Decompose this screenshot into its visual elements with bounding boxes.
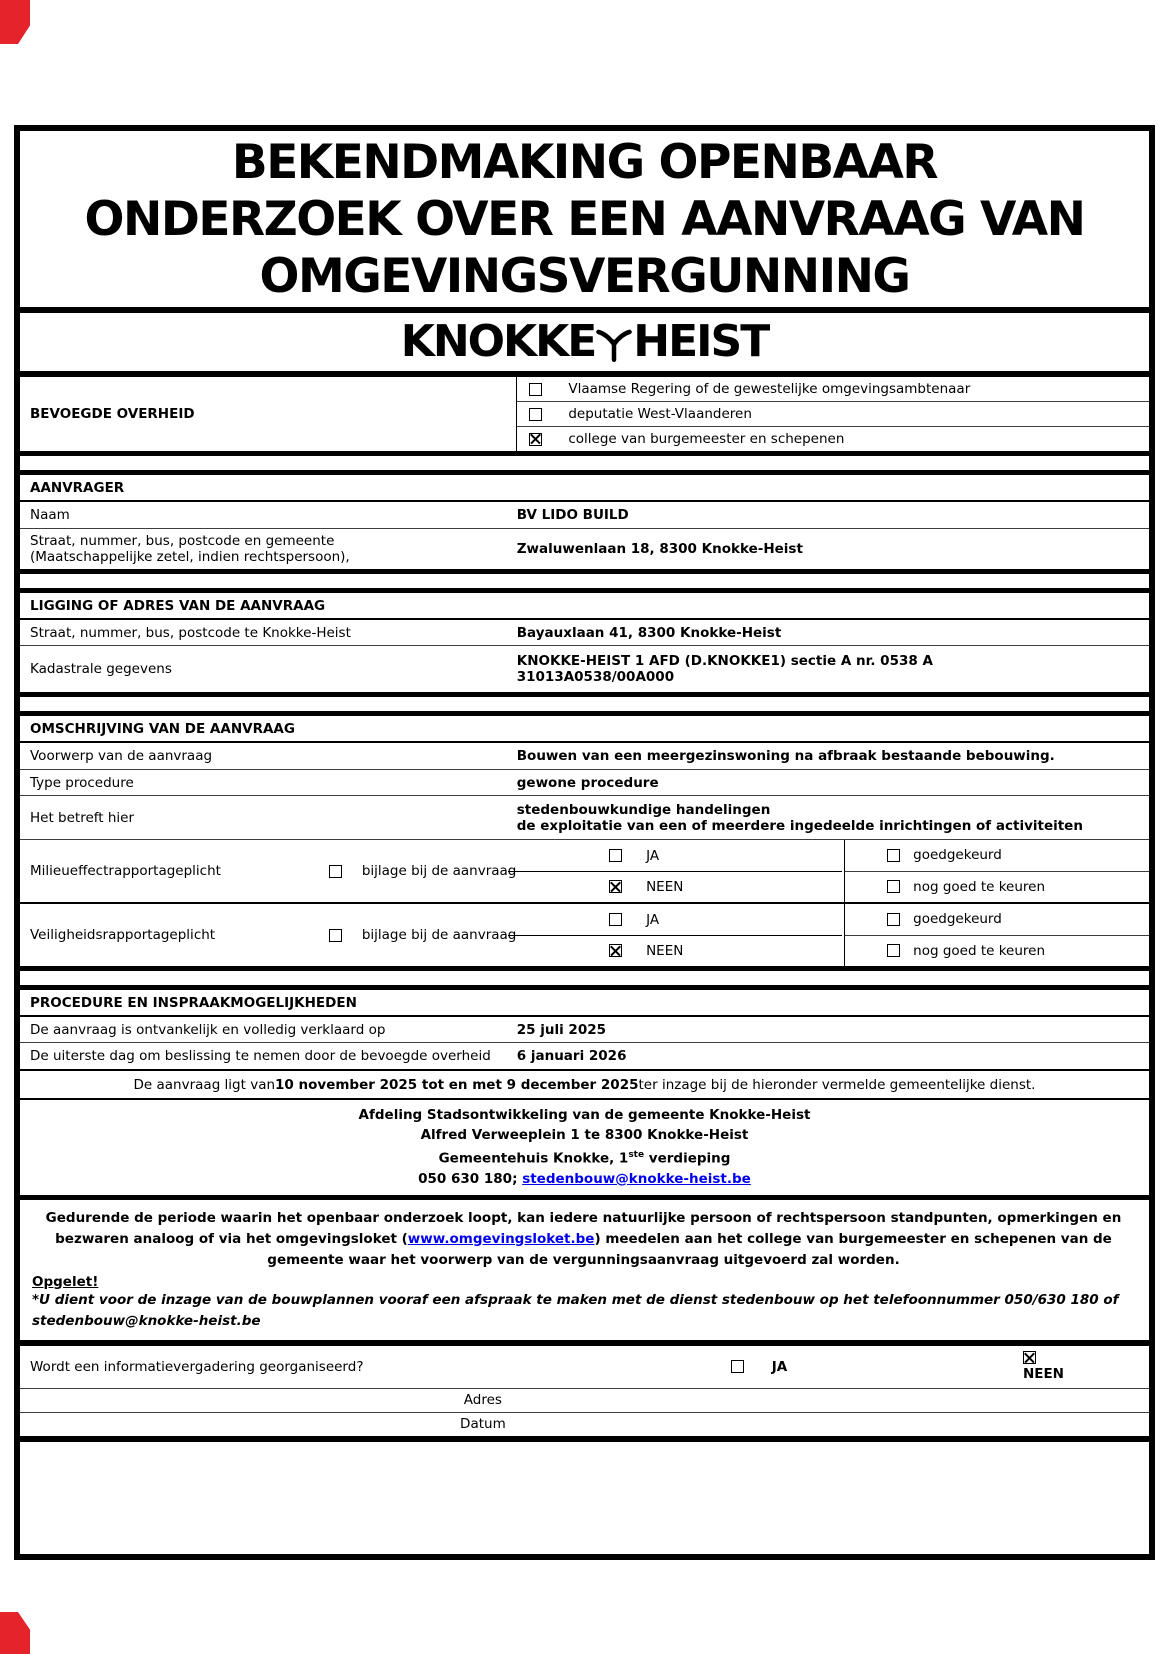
adres-label: Adres — [463, 1392, 502, 1408]
option-row — [517, 426, 1149, 451]
checkbox-infovergadering-ja[interactable] — [731, 1360, 744, 1373]
opgelet-label: Opgelet! — [32, 1273, 99, 1290]
gemeentelijke-dienst-block — [20, 1098, 1149, 1195]
section-ligging — [20, 593, 1149, 692]
dienst-adres: Alfred Verweeplein 1 te 8300 Knokke-Heist — [420, 1127, 749, 1143]
field-label: Naam — [30, 507, 70, 523]
option-label: college van burgemeester en schepenen — [568, 431, 845, 447]
row-type-procedure — [20, 769, 1149, 795]
field-value: KNOKKE-HEIST 1 AFD (D.KNOKKE1) sectie A nr. 0538 A 31013A0538/00A000 — [516, 653, 933, 685]
field-label: Voorwerp van de aanvraag — [30, 748, 213, 764]
checkbox-veiligheid-nog[interactable] — [887, 944, 900, 957]
field-label: Het betreft hier — [30, 809, 135, 826]
field-value: stedenbouwkundige handelingen de exploitatie van een of meerdere ingedeelde inrichtingen of activiteiten — [516, 801, 1083, 834]
field-label: Type procedure — [30, 774, 134, 791]
option-row — [517, 401, 1149, 426]
section-omschrijving — [20, 716, 1149, 966]
field-value: Bayauxlaan 41, 8300 Knokke-Heist — [516, 624, 782, 641]
bezwaren-block — [20, 1195, 1149, 1340]
field-value: Bouwen van een meergezinswoning na afbraak bestaande bebouwing. — [516, 748, 1055, 764]
page-title: BEKENDMAKING OPENBAAR — [231, 134, 938, 190]
section-header-omschrijving: OMSCHRIJVING VAN DE AANVRAAG — [20, 716, 1149, 743]
separator-line — [508, 871, 842, 872]
municipality-logo — [20, 313, 1149, 377]
row-informatievergadering — [20, 1346, 1149, 1388]
checkbox-veiligheid-goedgekeurd[interactable] — [887, 913, 900, 926]
page-title: ONDERZOEK OVER EEN AANVRAAG VAN — [84, 191, 1085, 247]
logo-text-knokke: KNOKKE — [400, 316, 596, 367]
checkbox-deputatie[interactable] — [529, 408, 542, 421]
inzage-periode: 10 november 2025 tot en met 9 december 2025 — [275, 1076, 639, 1093]
option-row — [517, 377, 1149, 401]
row-naam — [20, 502, 1149, 528]
checkbox-veiligheid-ja[interactable] — [609, 913, 622, 926]
ja-cell — [709, 1359, 991, 1375]
nog-goed-label: nog goed te keuren — [913, 942, 1046, 959]
afspraak-note-email: stedenbouw@knokke-heist.be — [32, 1312, 261, 1329]
checkbox-infovergadering-neen[interactable] — [1023, 1351, 1036, 1364]
row-adres — [20, 1388, 1149, 1412]
section-bevoegde-overheid — [20, 377, 1149, 451]
checkbox-milieu-ja[interactable] — [609, 849, 622, 862]
bijlage-label: bijlage bij de aanvraag — [361, 927, 517, 943]
row-veiligheidsrapportageplicht — [20, 902, 1149, 966]
neen-row — [607, 871, 844, 902]
email-link[interactable]: stedenbouw@knokke-heist.be — [522, 1170, 751, 1187]
ja-row — [607, 840, 844, 871]
option-label: deputatie West-Vlaanderen — [568, 406, 752, 422]
field-value: Zwaluwenlaan 18, 8300 Knokke-Heist — [516, 541, 803, 557]
option-label: Vlaamse Regering of de gewestelijke omgevingsambtenaar — [568, 381, 971, 397]
row-datum — [20, 1412, 1149, 1436]
goedgekeurd-label: goedgekeurd — [913, 847, 1002, 864]
keuring-cell — [844, 840, 1149, 902]
seagull-icon — [596, 327, 632, 363]
field-value: 6 januari 2026 — [516, 1048, 627, 1064]
row-adres-aanvrager — [20, 528, 1149, 569]
red-corner-mark-bottom — [0, 1612, 30, 1654]
ja-row — [607, 904, 844, 935]
dienst-verdieping: Gemeentehuis Knokke, 1ste verdieping — [438, 1150, 731, 1167]
checkbox-veiligheid-bijlage[interactable] — [329, 929, 342, 942]
bezwaren-paragraaf: Gedurende de periode waarin het openbaar onderzoek loopt, kan iedere natuurlijke persoon of rechtspersoon standpunten, opmerkingen en bezwaren analoog of via het omgevingsloket (www.omgevingsloket.be) meedelen aan het college van burgemeester en schepenen van de gemeente waar het voorwerp van de vergunningsaanvraag uitgevoerd zal worden. — [45, 1209, 1122, 1268]
neen-label: NEEN — [646, 878, 684, 895]
separator-line — [508, 935, 842, 936]
nog-goed-label: nog goed te keuren — [913, 878, 1046, 895]
goedgekeurd-label: goedgekeurd — [913, 911, 1002, 928]
goedgekeurd-row — [845, 840, 1149, 872]
bevoegde-overheid-options — [516, 377, 1149, 451]
row-straat — [20, 620, 1149, 645]
row-betreft — [20, 795, 1149, 839]
logo-text-heist: HEIST — [633, 316, 769, 367]
page-title: OMGEVINGSVERGUNNING — [259, 248, 910, 304]
row-kadaster — [20, 645, 1149, 692]
neen-cell — [991, 1351, 1149, 1382]
neen-row — [607, 935, 844, 966]
section-divider — [20, 966, 1149, 990]
datum-label: Datum — [460, 1416, 506, 1432]
neen-label: NEEN — [1022, 1366, 1064, 1382]
row-milieueffectrapportageplicht — [20, 839, 1149, 902]
afspraak-note: *U dient voor de inzage van de bouwplannen vooraf een afspraak te maken met de dienst stedenbouw op het telefoonnummer 050/630 180 of — [32, 1291, 1119, 1308]
field-label: Straat, nummer, bus, postcode te Knokke-Heist — [30, 624, 351, 641]
row-uiterste-dag — [20, 1042, 1149, 1069]
section-divider — [20, 451, 1149, 475]
row-voorwerp — [20, 743, 1149, 769]
ja-label: JA — [646, 911, 660, 928]
nog-goed-te-keuren-row — [845, 936, 1149, 967]
title-box — [20, 131, 1149, 313]
field-value: BV LIDO BUILD — [516, 507, 629, 523]
form-frame — [14, 125, 1155, 1560]
nog-goed-te-keuren-row — [845, 872, 1149, 903]
omgevingsloket-link[interactable]: www.omgevingsloket.be — [407, 1230, 595, 1247]
field-label: Kadastrale gegevens — [30, 661, 172, 677]
ja-label: JA — [646, 847, 660, 864]
bijlage-label: bijlage bij de aanvraag — [361, 863, 517, 879]
row-ter-inzage: De aanvraag ligt van 10 november 2025 tot en met 9 december 2025 ter inzage bij de hieronder vermelde gemeentelijke dienst. — [20, 1069, 1149, 1098]
checkbox-milieu-bijlage[interactable] — [329, 865, 342, 878]
field-label: Milieueffectrapportageplicht — [30, 863, 221, 879]
section-header-aanvrager: AANVRAGER — [20, 475, 1149, 502]
keuring-cell — [844, 904, 1149, 966]
checkbox-milieu-nog[interactable] — [887, 880, 900, 893]
dienst-contact: 050 630 180; stedenbouw@knokke-heist.be — [418, 1170, 751, 1187]
section-informatievergadering — [20, 1340, 1149, 1436]
section-header-procedure: PROCEDURE EN INSPRAAKMOGELIJKHEDEN — [20, 990, 1149, 1017]
section-divider — [20, 569, 1149, 593]
field-value: 25 juli 2025 — [516, 1021, 607, 1038]
bevoegde-overheid-label: BEVOEGDE OVERHEID — [30, 406, 195, 422]
field-label: De aanvraag is ontvankelijk en volledig verklaard op — [30, 1021, 386, 1038]
section-header-ligging: LIGGING OF ADRES VAN DE AANVRAAG — [20, 593, 1149, 620]
dienst-naam: Afdeling Stadsontwikkeling van de gemeente Knokke-Heist — [358, 1107, 811, 1123]
checkbox-vlaamse-regering[interactable] — [529, 383, 542, 396]
red-corner-mark-top — [0, 0, 30, 44]
row-ontvankelijk — [20, 1017, 1149, 1042]
checkbox-milieu-neen[interactable] — [609, 880, 622, 893]
field-value: gewone procedure — [516, 774, 659, 791]
field-label: Straat, nummer, bus, postcode en gemeente (Maatschappelijke zetel, indien rechtspersoon), — [30, 533, 350, 565]
section-aanvrager — [20, 475, 1149, 569]
field-label: De uiterste dag om beslissing te nemen door de bevoegde overheid — [30, 1048, 491, 1064]
section-divider — [20, 692, 1149, 716]
checkbox-veiligheid-neen[interactable] — [609, 944, 622, 957]
ja-label: JA — [771, 1358, 788, 1375]
checkbox-milieu-goedgekeurd[interactable] — [887, 849, 900, 862]
section-procedure — [20, 990, 1149, 1340]
field-label: Veiligheidsrapportageplicht — [30, 927, 216, 943]
neen-label: NEEN — [646, 942, 684, 959]
empty-notes-area — [20, 1436, 1149, 1554]
checkbox-college[interactable] — [529, 433, 542, 446]
field-label: Wordt een informatievergadering georganiseerd? — [30, 1358, 364, 1375]
goedgekeurd-row — [845, 904, 1149, 936]
